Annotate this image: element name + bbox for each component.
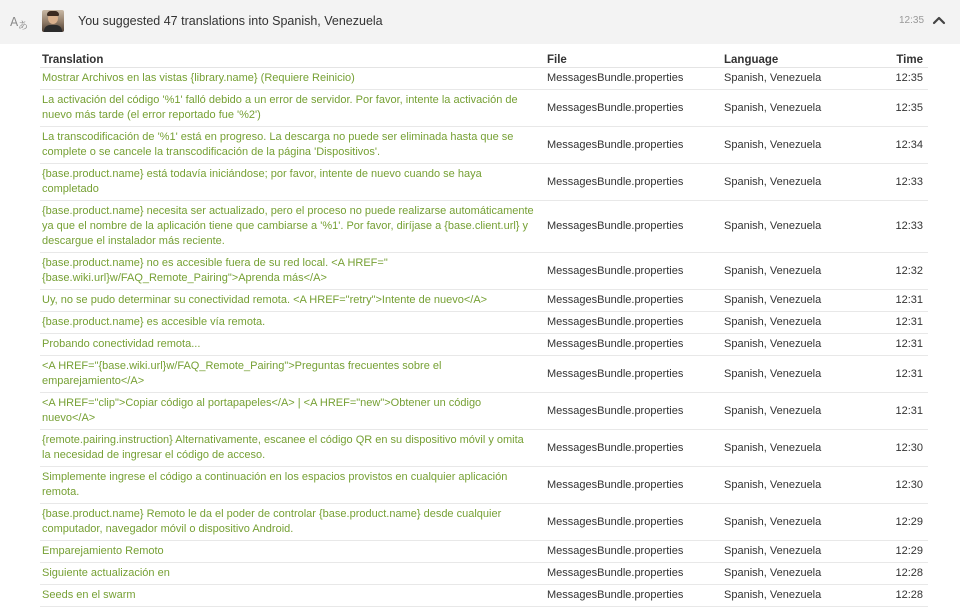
file-cell: MessagesBundle.properties xyxy=(545,541,722,563)
translation-cell xyxy=(40,585,545,607)
avatar[interactable] xyxy=(42,10,64,32)
translation-cell xyxy=(40,68,545,90)
file-cell: MessagesBundle.properties xyxy=(545,68,722,90)
translation-cell xyxy=(40,312,545,334)
file-cell: MessagesBundle.properties xyxy=(545,467,722,504)
table-header-row xyxy=(40,46,928,68)
language-cell: Spanish, Venezuela xyxy=(722,504,862,541)
translation-cell xyxy=(40,541,545,563)
header-timestamp: 12:35 xyxy=(899,15,925,26)
language-cell: Spanish, Venezuela xyxy=(722,90,862,127)
translation-link[interactable]: {remote.pairing.instruction} Alternativamente, escanee el código QR en su dispositivo móvil y omita la necesidad de ingresar el código de acceso. xyxy=(42,434,524,461)
translation-link[interactable]: {base.product.name} necesita ser actualizado, pero el proceso no puede realizarse automáticamente ya que el nombre de la aplicación tiene que cambiarse a '%1'. Por favor, diríjase a {base.client.url} y descargue el instalador más reciente. xyxy=(42,205,534,247)
column-header-time: Time xyxy=(862,46,928,68)
translation-cell xyxy=(40,563,545,585)
time-cell: 12:33 xyxy=(862,201,928,253)
svg-text:あ: あ xyxy=(18,21,28,30)
language-cell: Spanish, Venezuela xyxy=(722,430,862,467)
translation-link[interactable]: Probando conectividad remota... xyxy=(42,338,201,350)
translations-table xyxy=(40,46,928,607)
language-cell: Spanish, Venezuela xyxy=(722,393,862,430)
translation-cell xyxy=(40,393,545,430)
file-cell: MessagesBundle.properties xyxy=(545,563,722,585)
activity-summary: You suggested 47 translations into Spanish, Venezuela xyxy=(78,14,383,28)
table-row xyxy=(40,585,928,607)
file-cell: MessagesBundle.properties xyxy=(545,312,722,334)
translation-cell xyxy=(40,253,545,290)
time-cell: 12:31 xyxy=(862,334,928,356)
file-cell: MessagesBundle.properties xyxy=(545,334,722,356)
table-row xyxy=(40,393,928,430)
translation-link[interactable]: Simplemente ingrese el código a continuación en los espacios provistos en cualquier aplicación remota. xyxy=(42,471,508,498)
time-cell: 12:28 xyxy=(862,563,928,585)
time-cell: 12:31 xyxy=(862,290,928,312)
table-row xyxy=(40,290,928,312)
translation-link[interactable]: Siguiente actualización en xyxy=(42,567,170,579)
language-cell: Spanish, Venezuela xyxy=(722,356,862,393)
file-cell: MessagesBundle.properties xyxy=(545,164,722,201)
translate-icon xyxy=(10,14,28,30)
table-row xyxy=(40,90,928,127)
table-row xyxy=(40,356,928,393)
svg-text:A: A xyxy=(10,15,19,29)
table-row xyxy=(40,164,928,201)
language-cell: Spanish, Venezuela xyxy=(722,541,862,563)
translation-link[interactable]: {base.product.name} es accesible vía remota. xyxy=(42,316,266,328)
language-cell: Spanish, Venezuela xyxy=(722,467,862,504)
translation-link[interactable]: Seeds en el swarm xyxy=(42,589,136,601)
time-cell: 12:31 xyxy=(862,393,928,430)
table-row xyxy=(40,253,928,290)
chevron-up-icon[interactable] xyxy=(932,14,946,26)
table-row xyxy=(40,541,928,563)
column-header-file: File xyxy=(545,46,722,68)
column-header-translation: Translation xyxy=(40,46,545,68)
time-cell: 12:33 xyxy=(862,164,928,201)
translation-link[interactable]: La activación del código '%1' falló debido a un error de servidor. Por favor, intente la activación de nuevo más tarde (el error reportado fue '%2') xyxy=(42,94,518,121)
file-cell: MessagesBundle.properties xyxy=(545,290,722,312)
language-cell: Spanish, Venezuela xyxy=(722,312,862,334)
time-cell: 12:31 xyxy=(862,312,928,334)
time-cell: 12:35 xyxy=(862,68,928,90)
language-cell: Spanish, Venezuela xyxy=(722,334,862,356)
file-cell: MessagesBundle.properties xyxy=(545,504,722,541)
table-row xyxy=(40,312,928,334)
translation-link[interactable]: Emparejamiento Remoto xyxy=(42,545,164,557)
time-cell: 12:32 xyxy=(862,253,928,290)
file-cell: MessagesBundle.properties xyxy=(545,356,722,393)
table-row xyxy=(40,504,928,541)
translation-link[interactable]: <A HREF="clip">Copiar código al portapapeles</A> | <A HREF="new">Obtener un código nuevo</A> xyxy=(42,397,482,424)
file-cell: MessagesBundle.properties xyxy=(545,430,722,467)
language-cell: Spanish, Venezuela xyxy=(722,585,862,607)
translation-cell xyxy=(40,90,545,127)
table-row xyxy=(40,430,928,467)
time-cell: 12:34 xyxy=(862,127,928,164)
table-row xyxy=(40,127,928,164)
translation-link[interactable]: {base.product.name} no es accesible fuera de su red local. <A HREF="{base.wiki.url}w/FAQ_Remote_Pairing">Aprenda más</A> xyxy=(42,257,388,284)
language-cell: Spanish, Venezuela xyxy=(722,290,862,312)
translation-cell xyxy=(40,430,545,467)
translation-link[interactable]: {base.product.name} está todavía iniciándose; por favor, intente de nuevo cuando se haya completado xyxy=(42,168,482,195)
translation-cell xyxy=(40,201,545,253)
table-row xyxy=(40,201,928,253)
table-row xyxy=(40,334,928,356)
translation-cell xyxy=(40,334,545,356)
column-header-language: Language xyxy=(722,46,862,68)
file-cell: MessagesBundle.properties xyxy=(545,201,722,253)
translation-cell xyxy=(40,356,545,393)
translation-cell xyxy=(40,504,545,541)
language-cell: Spanish, Venezuela xyxy=(722,253,862,290)
table-row xyxy=(40,467,928,504)
language-cell: Spanish, Venezuela xyxy=(722,563,862,585)
translation-cell xyxy=(40,164,545,201)
file-cell: MessagesBundle.properties xyxy=(545,90,722,127)
time-cell: 12:30 xyxy=(862,430,928,467)
translation-cell xyxy=(40,127,545,164)
time-cell: 12:35 xyxy=(862,90,928,127)
activity-header xyxy=(0,0,960,44)
file-cell: MessagesBundle.properties xyxy=(545,253,722,290)
translation-link[interactable]: {base.product.name} Remoto le da el poder de controlar {base.product.name} desde cualquier computador, navegador móvil o dispositivo Android. xyxy=(42,508,502,535)
language-cell: Spanish, Venezuela xyxy=(722,201,862,253)
translation-link[interactable]: La transcodificación de '%1' está en progreso. La descarga no puede ser eliminada hasta que se complete o se cancele la transcodificación de la página 'Dispositivos'. xyxy=(42,131,514,158)
table-row xyxy=(40,68,928,90)
translation-link[interactable]: <A HREF="{base.wiki.url}w/FAQ_Remote_Pairing">Preguntas frecuentes sobre el emparejamiento</A> xyxy=(42,360,442,387)
file-cell: MessagesBundle.properties xyxy=(545,393,722,430)
time-cell: 12:30 xyxy=(862,467,928,504)
time-cell: 12:29 xyxy=(862,541,928,563)
translation-link[interactable]: Uy, no se pudo determinar su conectividad remota. <A HREF="retry">Intente de nuevo</A> xyxy=(42,294,488,306)
table-row xyxy=(40,563,928,585)
language-cell: Spanish, Venezuela xyxy=(722,127,862,164)
time-cell: 12:29 xyxy=(862,504,928,541)
file-cell: MessagesBundle.properties xyxy=(545,127,722,164)
translation-cell xyxy=(40,290,545,312)
time-cell: 12:31 xyxy=(862,356,928,393)
language-cell: Spanish, Venezuela xyxy=(722,164,862,201)
file-cell: MessagesBundle.properties xyxy=(545,585,722,607)
translation-cell xyxy=(40,467,545,504)
language-cell: Spanish, Venezuela xyxy=(722,68,862,90)
time-cell: 12:28 xyxy=(862,585,928,607)
translation-link[interactable]: Mostrar Archivos en las vistas {library.name} (Requiere Reinicio) xyxy=(42,72,355,84)
